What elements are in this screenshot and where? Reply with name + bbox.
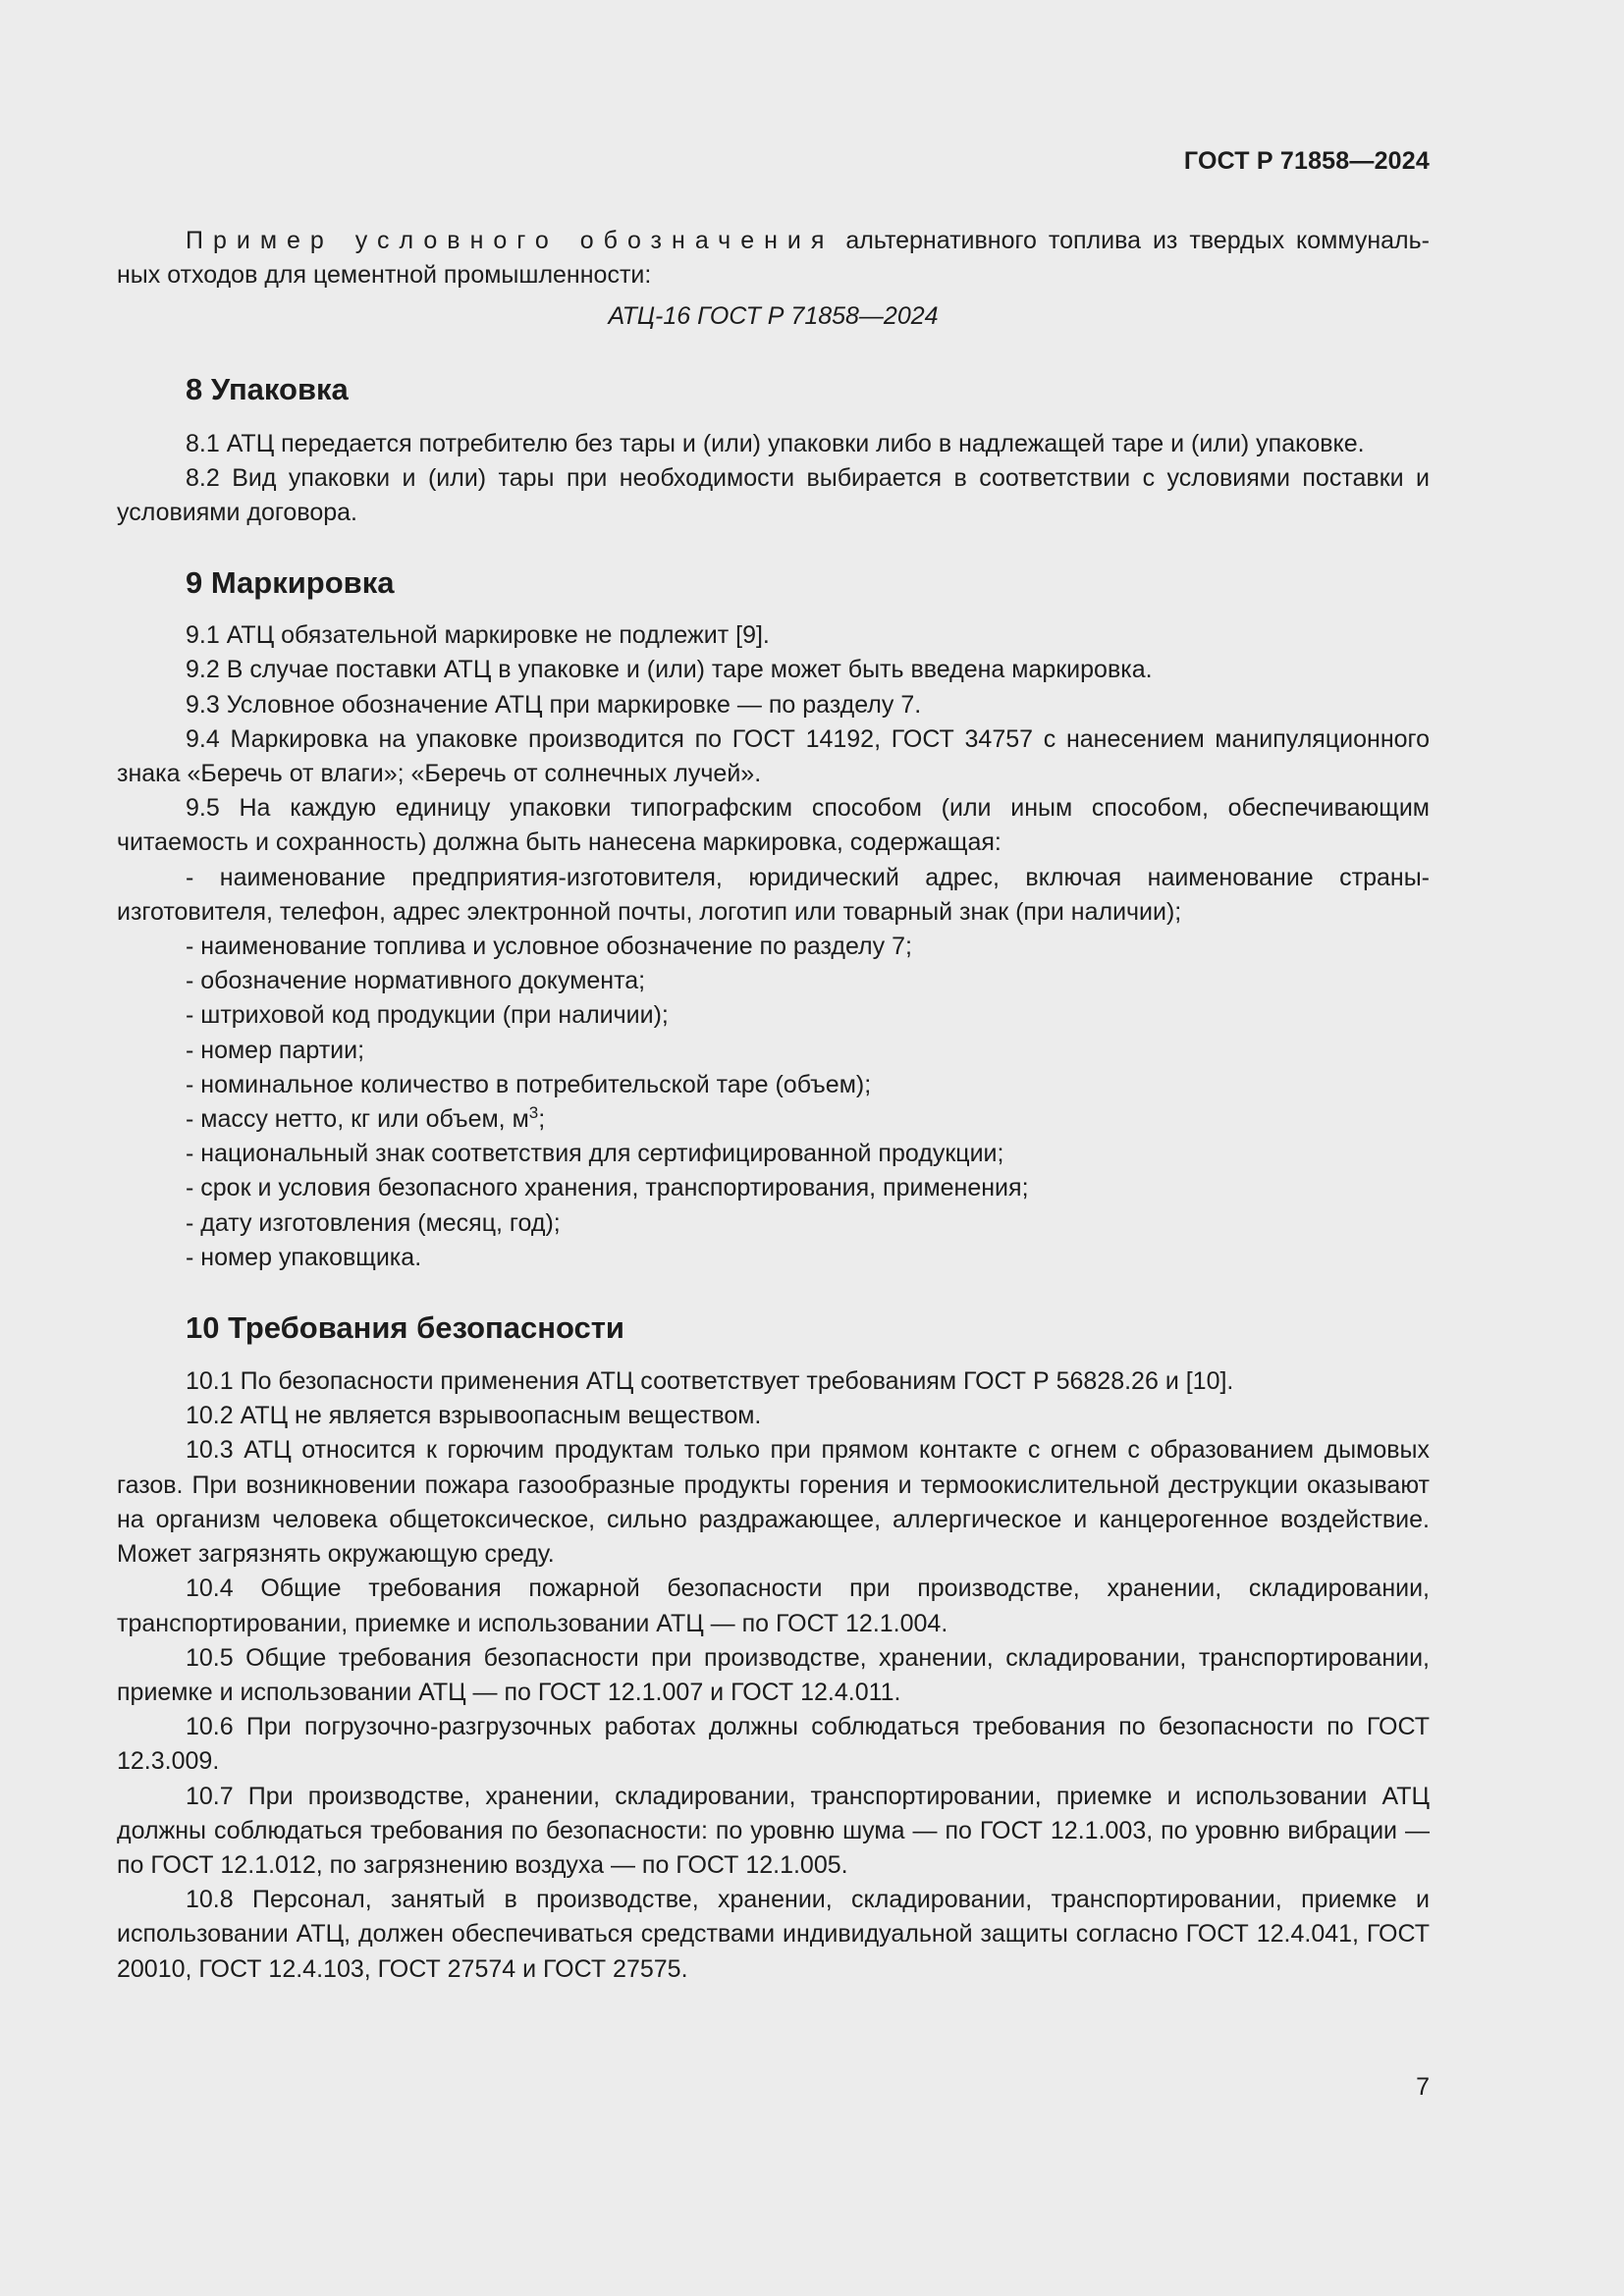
- clause-10-2: 10.2 АТЦ не является взрывоопасным веществом.: [186, 1402, 762, 1430]
- clause-8-2: 8.2 Вид упаковки и (или) тары при необходимости выбирается в соответствии с условиями поставки и условиями договора.: [117, 463, 1430, 527]
- example-text: альтернативного топлива из твердых коммунальных отходов для цементной промышленности:: [117, 227, 1430, 290]
- marking-list-item: - штриховой код продукции (при наличии);: [186, 1001, 669, 1030]
- clause-10-3: 10.3 АТЦ относится к горючим продуктам только при прямом контакте с огнем с образованием дымовых газов. При возникновении пожара газообразные продукты горения и термоокислительной деструкции оказывают на организм человека общетоксическое, сильно раздражающее, аллергическое и канцерогенное воздействие. Может загрязнять окружающую среду.: [117, 1436, 1430, 1569]
- document-id-header: ГОСТ Р 71858—2024: [1183, 147, 1430, 175]
- section-9-title: 9 Маркировка: [186, 565, 395, 601]
- clause-8-1: 8.1 АТЦ передается потребителю без тары и (или) упаковки либо в надлежащей таре и (или) упаковке.: [186, 429, 1365, 457]
- clause-10-4: 10.4 Общие требования пожарной безопасности при производстве, хранении, складировании, транспортировании, приемке и использовании АТЦ — по ГОСТ 12.1.004.: [117, 1575, 1430, 1637]
- example-label: Пример условного обозначения: [186, 227, 835, 254]
- clause-9-4: 9.4 Маркировка на упаковке производится по ГОСТ 14192, ГОСТ 34757 с нанесением манипуляционного знака «Беречь от влаги»; «Беречь от солнечных лучей».: [117, 724, 1430, 788]
- marking-list-item: - обозначение нормативного документа;: [186, 967, 646, 995]
- clause-10-6: 10.6 При погрузочно-разгрузочных работах должны соблюдаться требования по безопасности по ГОСТ 12.3.009.: [117, 1713, 1430, 1776]
- marking-list-item: - национальный знак соответствия для сертифицированной продукции;: [186, 1140, 1004, 1168]
- clause-9-5: 9.5 На каждую единицу упаковки типографским способом (или иным способом, обеспечивающим читаемость и сохранность) должна быть нанесена маркировка, содержащая:: [117, 794, 1430, 857]
- marking-list-item: - номинальное количество в потребительской таре (объем);: [186, 1070, 872, 1098]
- marking-list-item: - номер упаковщика.: [186, 1243, 422, 1271]
- clause-9-2: 9.2 В случае поставки АТЦ в упаковке и (или) таре может быть введена маркировка.: [186, 656, 1153, 684]
- marking-list-item-mass: [117, 1102, 1430, 1137]
- mass-tail: ;: [538, 1105, 546, 1134]
- clause-10-8: 10.8 Персонал, занятый в производстве, хранении, складировании, транспортировании, приемке и использовании АТЦ, должен обеспечиваться средствами индивидуальной защиты согласно ГОСТ 12.4.041, ГОСТ 20010, ГОСТ 12.4.103, ГОСТ 27574 и ГОСТ 27575.: [117, 1886, 1430, 1983]
- document-body: [117, 224, 1430, 1987]
- marking-list-item: - номер партии;: [186, 1036, 365, 1064]
- cubic-superscript: 3: [528, 1103, 539, 1123]
- page-number: 7: [1416, 2073, 1430, 2101]
- designation-formula: АТЦ-16 ГОСТ Р 71858—2024: [608, 302, 939, 331]
- clause-10-7: 10.7 При производстве, хранении, складировании, транспортировании, приемке и использовании АТЦ должны соблюдаться требования по безопасности: по уровню шума — по ГОСТ 12.1.003, по уровню вибрации — по ГОСТ 12.1.012, по загрязнению воздуха — по ГОСТ 12.1.005.: [117, 1782, 1430, 1879]
- mass-text: - массу нетто, кг или объем, м: [186, 1105, 529, 1134]
- marking-list-item: - дату изготовления (месяц, год);: [186, 1208, 561, 1237]
- clause-9-3: 9.3 Условное обозначение АТЦ при маркировке — по разделу 7.: [186, 690, 922, 719]
- clause-9-1: 9.1 АТЦ обязательной маркировке не подлежит [9].: [186, 621, 770, 650]
- section-10-title: 10 Требования безопасности: [186, 1310, 624, 1346]
- marking-list-item: - наименование топлива и условное обозначение по разделу 7;: [186, 933, 912, 961]
- clause-10-5: 10.5 Общие требования безопасности при производстве, хранении, складировании, транспортировании, приемке и использовании АТЦ — по ГОСТ 12.1.007 и ГОСТ 12.4.011.: [117, 1643, 1430, 1706]
- clause-10-1: 10.1 По безопасности применения АТЦ соответствует требованиям ГОСТ Р 56828.26 и [10].: [186, 1367, 1234, 1396]
- marking-list-item: - наименование предприятия-изготовителя, юридический адрес, включая наименование страны-изготовителя, телефон, адрес электронной почты, логотип или товарный знак (при наличии);: [117, 863, 1430, 926]
- marking-list-item: - срок и условия безопасного хранения, транспортирования, применения;: [186, 1174, 1029, 1202]
- section-8-title: 8 Упаковка: [186, 371, 349, 406]
- example-paragraph: [117, 224, 1430, 293]
